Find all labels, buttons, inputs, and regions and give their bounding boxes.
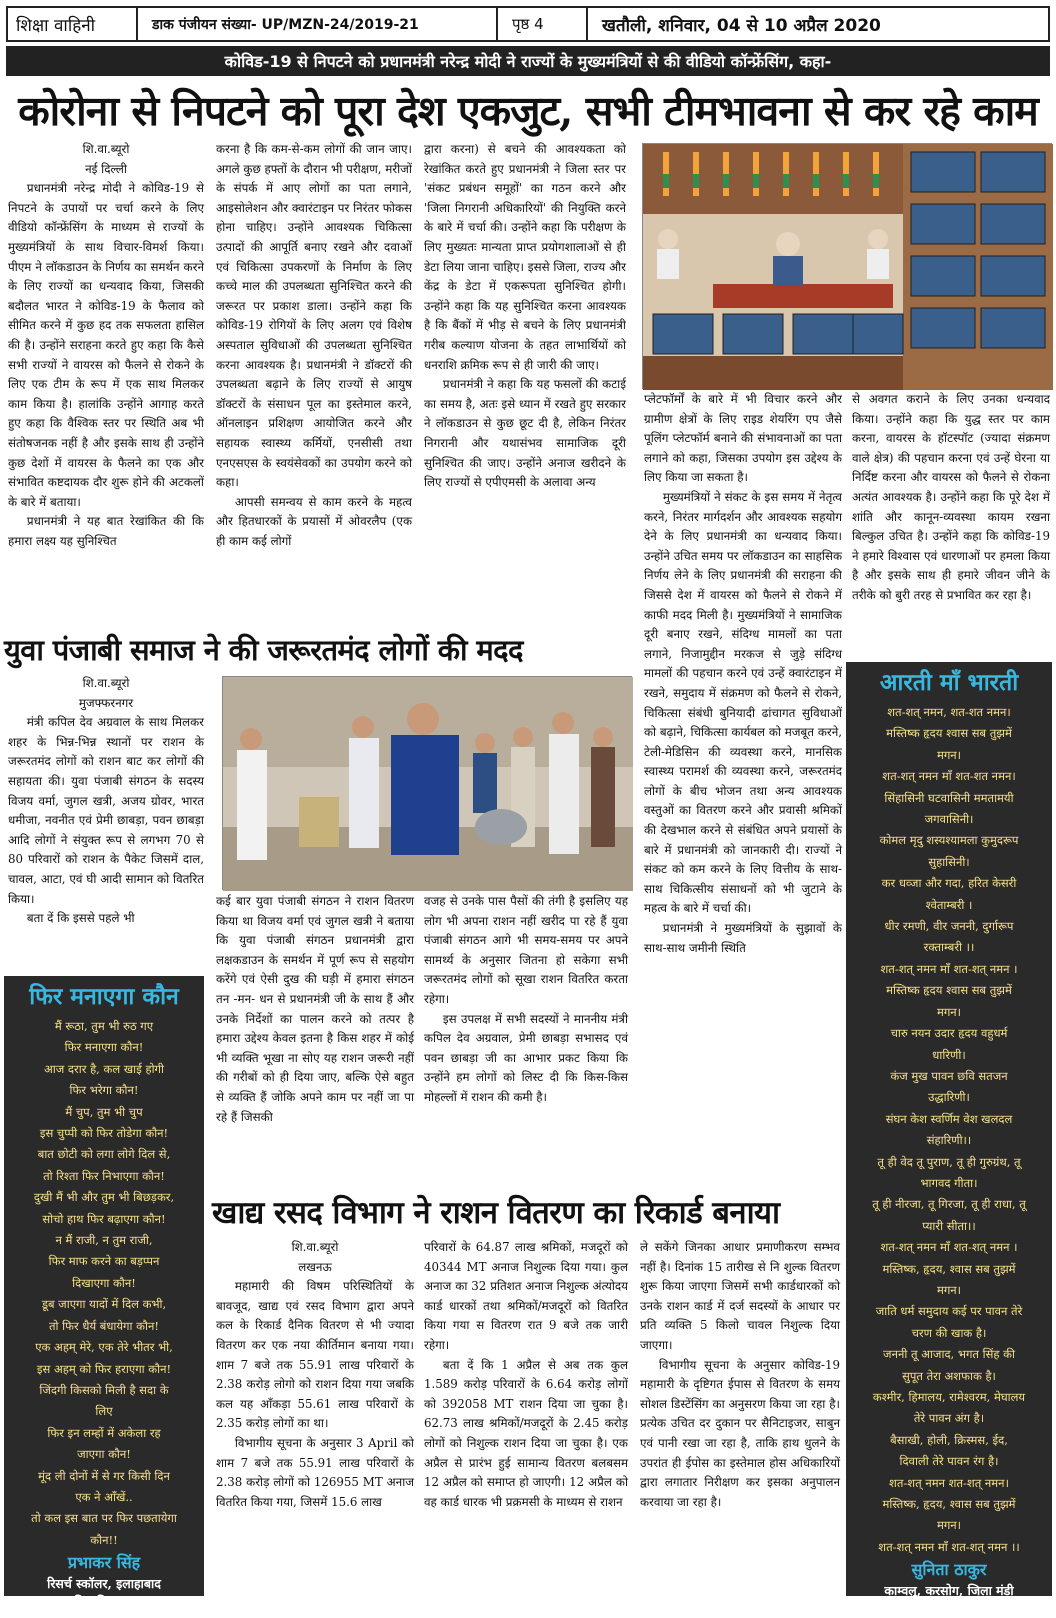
lead-byline: शि.वा.ब्यूरो (82, 142, 130, 156)
ration-byline: शि.वा.ब्यूरो (291, 1240, 339, 1254)
ration-distribution-photo (222, 676, 632, 890)
poem-line: मैं रूठा, तुम भी रुठ गए (54, 1019, 154, 1033)
ration-column-3 (636, 1238, 844, 1598)
video-conference-photo (642, 143, 1052, 389)
poem-line: भागवद गीता। (920, 1175, 978, 1190)
registration-number: डाक पंजीयन संख्या- UP/MZN-24/2019-21 (138, 8, 498, 40)
poem-line: मैं चुप, तुम भी चुप (65, 1104, 143, 1119)
poem-line: बात छोटी को लगा लोगे दिल से, (37, 1147, 171, 1162)
masthead (6, 6, 1050, 42)
poem-right-affiliation-2: हिमाचल प्रदेश (917, 1601, 981, 1617)
poem-line: तो फिर धैर्य बंधायेगा कौन! (48, 1318, 159, 1333)
ration-distribution-image (223, 677, 633, 891)
poem-line: मगन। (936, 1282, 962, 1297)
poem-line: कौन!! (90, 1532, 118, 1547)
poem-right-lines (852, 702, 1046, 1558)
poem-line: जननी तू आजाद, भगत सिंह की (883, 1347, 1015, 1362)
poem-right (846, 662, 1052, 1617)
ration-column-1 (212, 1238, 418, 1598)
poem-line: एक ने आँखें.. (75, 1489, 133, 1504)
paragraph: प्लेटफॉर्मों के बारे में भी विचार करने और ग्रामीण क्षेत्रों के लिए राइड शेयरिंग एप जैसे पूलिंग प्लेटफॉर्म बनाने की संभावनाओं का पता लगाने को कहा, जिसका उपयोग इस उद्देश्य के लिए किया जा सकता है। (644, 392, 842, 485)
poem-line: कोमल मृदु शस्यश्यामला कुमुदरूप (879, 833, 1019, 848)
poem-line: धीर रमणी, वीर जननी, दुर्गारूप (884, 919, 1014, 934)
poem-line: दुखी मैं भी और तुम भी बिछड़कर, (33, 1190, 175, 1205)
dateline: खतौली, शनिवार, 04 से 10 अप्रैल 2020 (602, 15, 881, 36)
poem-line: मस्तिष्क, हृदय, श्वास सब तुझमें (882, 1261, 1016, 1276)
poem-line: जगवासिनी। (924, 812, 974, 827)
punjabi-headline: युवा पंजाबी समाज ने की जरूरतमंद लोगों की मदद (4, 633, 523, 667)
punjabi-column-2 (212, 892, 418, 1188)
poem-line: शत-शत् नमन माँ शत-शत नमन। (882, 769, 1016, 784)
poem-line: दिखाएगा कौन! (72, 1275, 136, 1290)
paragraph: आपसी समन्वय से काम करने के महत्व और हितधारकों के प्रयासों में ओवरलैप (एक ही काम कई लोगों (216, 494, 412, 548)
paragraph: मुख्यमंत्रियों ने संकट के इस समय में नेतृत्व करने, निरंतर मार्गदर्शन और आवश्यक सहयोग देने के लिए प्रधानमंत्री का धन्यवाद किया। उन्होंने उचित समय पर लॉकडाउन का साहसिक निर्णय लेने के लिए प्रधानमंत्री की सराहना की जिससे देश में वायरस को फैलने से रोकने में काफी मदद मिली है। मुख्यमंत्रियों ने सामाजिक दूरी बनाए रखने, संदिग्ध मामलों का पता लगाने, निजामुद्दीन मरकज से जुड़े संदिग्ध मामलों की पहचान करने एवं उन्हें क्वारंटाइन में रखने, समुदाय में संक्रमण को फैलने से रोकने, चिकित्सा संबंधी बुनियादी ढांचागत सुविधाओं को बढ़ाने, चिकित्सा कार्यबल को मजबूत करने, टेली-मेडिसिन की व्यवस्था करने, मानसिक स्वास्थ्य परामर्श की व्यवस्था करने, जरूरतमंद लोगों के बीच भोजन तथा अन्य आवश्यक वस्तुओं का वितरण करने और प्रवासी श्रमिकों की देखभाल करने से संबंधित अपने प्रयासों के बारे में प्रधानमंत्री को जानकारी दी। राज्यों ने संकट को कम करने के लिए वित्तीय के साथ-साथ चिकित्सीय संसाधनों को भी जुटाने के महत्व के बारे में चर्चा की। (644, 489, 842, 916)
poem-line: आज दरार है, कल खाई होगी (43, 1061, 164, 1076)
poem-left-lines (10, 1016, 198, 1551)
poem-line: शत-शत् नमन माँ शत-शत् नमन । (880, 1240, 1018, 1255)
paragraph: प्रधानमंत्री नरेन्द्र मोदी ने कोविड-19 से निपटने के उपायों पर चर्चा करने के लिए वीडियो कॉन्फ्रेंसिंग के माध्यम से राज्यों के मुख्यमंत्रियों के साथ विचार-विमर्श किया। पीएम ने लॉकडाउन के निर्णय का समर्थन करने के लिए राज्यों का धन्यवाद किया, जिसकी बदौलत भारत ने कोविड-19 के फैलाव को सीमित करने में कुछ हद तक सफलता हासिल की है। उन्होंने सराहना करते हुए कहा कि कैसे सभी राज्यों ने वायरस को फैलने से रोकने के लिए एक टीम के रूप में एक साथ मिलकर काम किया है। हालांकि उन्होंने आगाह करते हुए कहा कि वैश्विक स्तर पर स्थिति अब भी संतोषजनक नहीं है और इसके साथ ही उन्होंने कुछ देशों में वायरस के फैलने का एक और संभावित कष्टदायक दौर शुरू होने की अटकलों के बारे में बताया। (8, 181, 204, 509)
poem-line: लिए (95, 1404, 113, 1419)
paragraph: बता दें कि इससे पहले भी (26, 911, 135, 926)
poem-line: प्यारी सीता।। (922, 1218, 976, 1233)
lead-place: नई दिल्ली (85, 161, 127, 176)
paragraph: कई बार युवा पंजाबी संगठन ने राशन वितरण किया था विजय वर्मा एवं जुगल खत्री ने बताया कि युवा पंजाबी संगठन प्रधानमंत्री द्वारा लक्षकडाउन के समर्थन में पूर्ण रूप से सहयोग करेंगे एवं ऐसी दुख की घड़ी में हमारा संगठन तन -मन- धन से प्रधानमंत्री जी के साथ हैं और उनके निर्देशों का पालन करने को तत्पर है हमारा उद्देश्य केवल इतना है किस शहर में कोई भी व्यक्ति भूखा ना सोए यह राशन जरूरी नहीं की गरीबों को ही दिया जाए, बल्कि ऐसे बहुत से व्यक्ति हैं जोकि अपने काम पर नहीं जा पा रहे हैं जिसकी (216, 894, 414, 1124)
paragraph: वजह से उनके पास पैसों की तंगी है इसलिए यह लोग भी अपना राशन नहीं खरीद पा रहे हैं युवा पंजाबी संगठन आगे भी समय-समय पर अपने सामर्थ्य के अनुसार जितना हो सकेगा सभी जरूरतमंद लोगों को सूखा राशन वितरित करता रहेगा। (424, 894, 628, 1006)
poem-line: डूब जाएगा यादों में दिल कभी, (41, 1297, 167, 1312)
poem-line: कंज मुख पावन छवि सतजन (890, 1068, 1008, 1083)
poem-line: मस्तिष्क हृदय श्वास सब तुझमें (886, 726, 1012, 741)
poem-line: शत-शत् नमन, शत-शत नमन। (887, 705, 1011, 719)
poem-line: उद्धारिणी। (928, 1090, 970, 1105)
paragraph: ले सकेंगे जिनका आधार प्रमाणीकरण सम्भव नहीं है। दिनांक 15 तारीख से नि शुल्क वितरण शुरू किया जाएगा जिसमें सभी कार्डधारकों को उनके राशन कार्ड में दर्ज सदस्यों के आधार पर प्रति व्यक्ति 5 किलो चावल निशुल्क दिया जाएगा। (640, 1240, 840, 1352)
lead-column-5 (848, 390, 1054, 658)
poem-line: शत-शत् नमन माँ शत-शत् नमन ।। (878, 1539, 1020, 1554)
poem-line: शत-शत् नमन माँ शत-शत् नमन । (880, 961, 1018, 976)
poem-line: फिर माफ करने का बड़प्पन (48, 1254, 160, 1269)
poem-line: इस चुप्पी को फिर तोडेगा कौन! (39, 1126, 169, 1141)
poem-line: फिर मनाएगा कौन! (64, 1040, 144, 1055)
paragraph: बता दें कि 1 अप्रैल से अब तक कुल 1.589 करोड़ परिवारों के 6.64 करोड़ लोगों को 392058 MT राशन दिया जा चुका है। 62.73 लाख श्रमिकों/मजदूरों के 2.45 करोड़ लोगों को निशुल्क राशन दिया जा चुका है। एक अप्रैल से प्रारंभ हुई सामान्य वितरण बलबसम 12 अप्रैल को समाप्त हो जाएगी। 12 अप्रैल को वह कार्ड धारक भी प्रक्रमसी के माध्यम से राशन (424, 1357, 628, 1509)
poem-line: इस अहम् को फिर हराएगा कौन! (36, 1361, 172, 1376)
poem-line: फिर इन लम्हों में अकेला रह (47, 1425, 161, 1440)
poem-line: सिंहासिनी घटवासिनी ममतामयी (884, 790, 1014, 805)
poem-line: रक्ताम्बरी ।। (923, 940, 975, 955)
paragraph: परिवारों के 64.87 लाख श्रमिकों, मजदूरों को 40344 MT अनाज निशुल्क दिया गया। कुल अनाज का 32 प्रतिशत अनाज निशुल्क अंत्योदय कार्ड धारकों तथा श्रमिकों/मजदूरों को वितरित किया गया स वितरण रात 9 बजे तक जारी रहेगा। (424, 1240, 628, 1352)
poem-line: मस्तिष्क हृदय श्वास सब तुझमें (886, 983, 1012, 998)
poem-line: कश्मीर, हिमालय, रामेश्वरम, मेघालय (872, 1390, 1026, 1404)
paragraph: विभागीय सूचना के अनुसार 3 April को शाम 7 बजे तक 55.91 लाख परिवारों के 2.38 करोड़ लोगों को 126955 MT अनाज वितरित किया गया, जिसमें 15.6 लाख (216, 1435, 414, 1509)
paragraph: करना है कि कम-से-कम लोगों की जान जाए। अगले कुछ हफ्तों के दौरान भी परीक्षण, मरीजों के संपर्क में आए लोगों का पता लगाने, आइसोलेशन और क्वारंटाइन पर निरंतर फोकस होना चाहिए। उन्होंने आवश्यक चिकित्सा उत्पादों की आपूर्ति बनाए रखने और दवाओं एवं चिकित्सा उपकरणों के निर्माण के लिए कच्चे माल की उपलब्धता सुनिश्चित करने की जरूरत पर प्रकाश डाला। उन्होंने कहा कि कोविड-19 रोगियों के लिए अलग एवं विशेष अस्पताल सुविधाओं की उपलब्धता सुनिश्चित करना आवश्यक है। प्रधानमंत्री ने डॉक्टरों की उपलब्धता बढ़ाने के लिए राज्यों से आयुष डॉक्टरों के संसाधन पूल का इस्तेमाल करने, ऑनलाइन प्रशिक्षण आयोजित करने और सहायक स्वास्थ्य कर्मियों, एनसीसी तथा एनएसएस के स्वयंसेवकों का उपयोग करने को कहा। (216, 142, 412, 490)
lead-column-4 (640, 390, 846, 1160)
poem-right-affiliation-1: काम्वलु, करसोग, जिला मंडी (884, 1583, 1014, 1599)
ration-place: लखनऊ (298, 1259, 332, 1274)
punjabi-byline: शि.वा.ब्यूरो (82, 676, 130, 690)
poem-line: दिवाली तेरे पावन रंग है। (899, 1454, 999, 1469)
paragraph: प्रधानमंत्री ने मुख्यमंत्रियों के सुझावों के साथ-साथ जमीनी स्थिति (644, 921, 842, 955)
poem-line: जाति धर्म समुदाय कई पर पावन तेरे (875, 1304, 1023, 1319)
poem-line: बैसाखी, होली, क्रिस्मस, ईद, (890, 1432, 1008, 1447)
paragraph: मंत्री कपिल देव अग्रवाल के साथ मिलकर शहर के भिन्न-भिन्न स्थानों पर राशन के जरूरतमंद लोगों को राशन बाट कर लोगों की सहायता की। युवा पंजाबी संगठन के सदस्य विजय वर्मा, जुगल खत्री, अजय ग्रोवर, भारत धमीजा, नवनीत एवं प्रेमी छाबड़ा, पवन छाबड़ा आदि लोगों ने संयुक्त रूप से लगभग 70 से 80 परिवारों को राशन के पैकेट जिसमें दाल, चावल, आटा, एवं घी आदी सामान को वितरित किया। (8, 715, 204, 906)
poem-line: तो रिश्ता फिर निभाएगा कौन! (43, 1168, 165, 1183)
poem-line: मगन। (936, 1004, 962, 1019)
poem-line: सुहासिनी। (928, 854, 970, 869)
poem-left-title: फिर मनाएगा कौन (29, 983, 179, 1010)
poem-line: मगन। (936, 747, 962, 762)
poem-line: संघन केश स्वर्णिम वेश खलदल (885, 1111, 1013, 1126)
ration-headline: खाद्य रसद विभाग ने राशन वितरण का रिकार्ड बनाया (212, 1195, 780, 1231)
main-headline: कोरोना से निपटने को पूरा देश एकजुट, सभी टीमभावना से कर रहे काम (18, 87, 1038, 135)
conference-room-image (643, 144, 1053, 390)
paragraph: से अवगत कराने के लिए उनका धन्यवाद किया। उन्होंने कहा कि युद्ध स्तर पर काम करना, वायरस के हॉटस्पॉट (ज्यादा संक्रमण वाले क्षेत्र) की पहचान करना एवं उन्हें घेरना या निर्दिष्ट करना और वायरस को फैलने से रोकना अत्यंत आवश्यक है। उन्होंने कहा कि पूरे देश में शांति और कानून-व्यवस्था कायम रखना बिल्कुल उचित है। उन्होंने कहा कि कोविड-19 ने हमारे विश्वास एवं धारणाओं पर हमला किया है और इसके साथ ही हमारे जीवन जीने के तरीके को बुरी तरह से प्रभावित कर रहा है। (852, 392, 1050, 602)
poem-right-author: सुनिता ठाकुर (911, 1560, 987, 1580)
ration-column-2 (420, 1238, 632, 1598)
punjabi-column-3 (420, 892, 632, 1188)
poem-line: फिर भरेगा कौन! (69, 1083, 139, 1098)
poem-line: कर धव्जा और गदा, हरित केसरी (881, 876, 1017, 891)
poem-line: धारिणी। (932, 1047, 966, 1062)
poem-line: सोचो हाथ फिर बढ़ाएगा कौन! (42, 1211, 166, 1226)
poem-line: एक अहम् मेरे, एक तेरे भीतर भी, (35, 1340, 173, 1355)
poem-line: न मैं राजी, न तुम राजी, (55, 1233, 153, 1248)
paragraph: महामारी की विषम परिस्थितियों के बावजूद, खाद्य एवं रसद विभाग द्वारा अपने कल के रिकार्ड दैनिक वितरण से भी ज्यादा वितरण कर एक नया कीर्तिमान बनाया गया। शाम 7 बजे तक 55.91 लाख परिवारों के 2.38 करोड़ लोगो को राशन दिया गया जबकि कल यह आँकड़ा 55.61 लाख परिवारों के 2.35 करोड़ लोगों का था। (216, 1279, 414, 1431)
punjabi-column-1 (4, 674, 208, 974)
paragraph: विभागीय सूचना के अनुसार कोविड-19 महामारी के दृष्टिगत ईपास से वितरण के समय सोशल डिस्टेंसिंग का अनुसरण किया जा रहा है। प्रत्येक उचित दर दुकान पर सैनिटाइजर, साबुन एवं पानी रखा जा रहा है, ताकि हाथ धुलने के उपरांत ही ईपोस का इस्तेमाल होस अधिकारियों द्वारा लगातार निरीक्षण कर इसका अनुपालन करवाया जा रहा है। (640, 1357, 840, 1509)
poem-line: जिंदगी किसको मिली है सदा के (39, 1382, 169, 1397)
poem-line: सुपूत तेरा अशफाक है। (902, 1368, 996, 1383)
poem-left (4, 976, 204, 1610)
lead-column-1 (4, 140, 208, 624)
poem-right-title: आरती माँ भारती (879, 669, 1019, 696)
poem-line: मस्तिष्क, हृदय, श्वास सब तुझमें (882, 1497, 1016, 1512)
publication-name: शिक्षा वाहिनी (8, 8, 138, 40)
paragraph: प्रधानमंत्री ने कहा कि यह फसलों की कटाई का समय है, अतः इसे ध्यान में रखते हुए सरकार ने लॉकडाउन से कुछ छूट दी है, लेकिन निरंतर निगरानी और यथासंभव सामाजिक दूरी सुनिश्चित की जाए। उन्होंने अनाज खरीदने के लिए राज्यों से एपीएमसी के अलावा अन्य (424, 377, 626, 490)
poem-left-affiliation-2: विश्वविद्यालय (74, 1594, 134, 1610)
punjabi-place: मुजफ्फरनगर (78, 695, 134, 710)
poem-line: श्वेताम्बरी । (925, 897, 973, 912)
poem-line: चारु नयन उदार हृदय वहुधर्म (890, 1026, 1008, 1041)
kicker-banner: कोविड-19 से निपटने को प्रधानमंत्री नरेन्द्र मोदी ने राज्यों के मुख्यमंत्रियों से की वीडियो कॉन्फ्रेंसिंग, कहा- (6, 46, 1050, 76)
paragraph: प्रधानमंत्री ने यह बात रेखांकित की कि हमारा लक्ष्य यह सुनिश्चित (8, 514, 204, 548)
poem-line: तो कल इस बात पर फिर पछतायेगा (31, 1511, 177, 1526)
poem-line: मगन। (936, 1518, 962, 1533)
page-number: पृष्ठ 4 (498, 8, 588, 40)
paragraph: इस उपलक्ष में सभी सदस्यों ने माननीय मंत्री कपिल देव अग्रवाल, प्रेमी छाबड़ा सभासद एवं पवन छाबड़ा जी का आभार प्रकट किया कि उन्होंने हम लोगों को लिस्ट दी कि किस-किस मोहल्लों में राशन की कमी है। (424, 1011, 628, 1104)
poem-line: संहारिणी।। (926, 1133, 972, 1148)
lead-column-2 (212, 140, 416, 624)
poem-line: तू ही नीरजा, तू गिरजा, तू ही राधा, तू (872, 1197, 1026, 1212)
poem-left-affiliation-1: रिसर्च स्कॉलर, इलाहाबाद (47, 1576, 161, 1592)
poem-line: जाएगा कौन! (77, 1447, 131, 1462)
poem-line: तू ही वेद तू पुराण, तू ही गुरुग्रंथ, तू (877, 1154, 1021, 1169)
poem-line: तेरे पावन अंग है। (913, 1411, 985, 1426)
poem-line: चरण की खाक है। (911, 1325, 987, 1340)
lead-column-3 (420, 140, 630, 624)
poem-line: शत-शत् नमन शत-शत् नमन। (889, 1475, 1009, 1490)
poem-line: मूंद ली दोनों में से गर किसी दिन (38, 1468, 170, 1483)
poem-left-author: प्रभाकर सिंह (67, 1553, 141, 1573)
paragraph: द्वारा करना) से बचने की आवश्यकता को रेखांकित करते हुए प्रधानमंत्री ने जिला स्तर पर 'संकट प्रबंधन समूहों' का गठन करने और 'जिला निगरानी अधिकारियों' की नियुक्ति करने के बारे में चर्चा की। उन्होंने कहा कि परीक्षण के लिए मुख्यतः मान्यता प्राप्त प्रयोगशालाओं से ही डेटा लिया जाना चाहिए। इससे जिला, राज्य और केंद्र के डेटा में एकरूपता सुनिश्चित होगी। उन्होंने कहा कि यह सुनिश्चित करना आवश्यक है कि बैंकों में भीड़ से बचने के लिए प्रधानमंत्री गरीब कल्याण योजना के तहत लाभार्थियों को धनराशि क्रमिक रूप से ही जारी की जाए। (424, 142, 626, 372)
